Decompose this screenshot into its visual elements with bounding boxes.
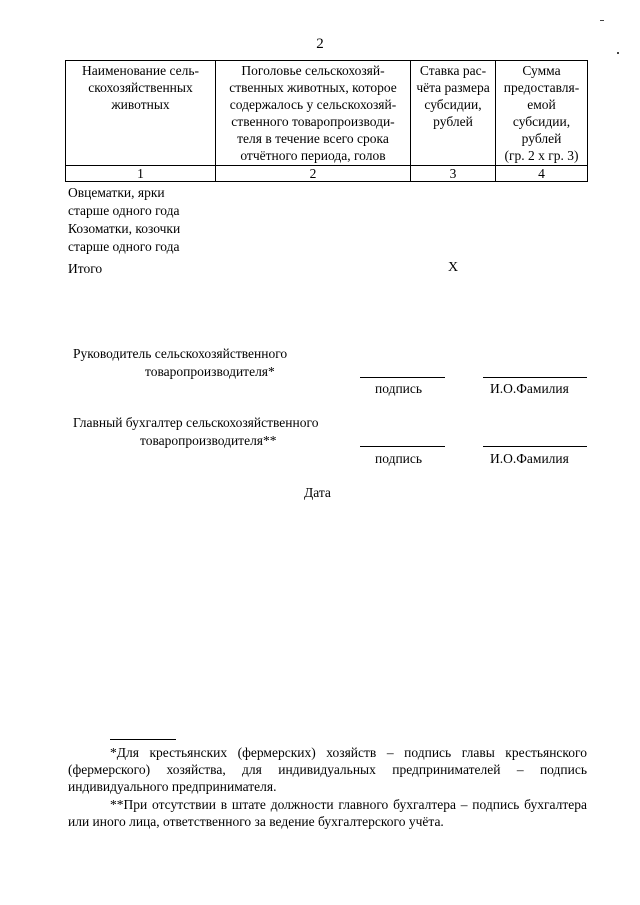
subsidy-table [65, 60, 588, 182]
accountant-title-line1: Главный бухгалтер сельскохозяйственного [73, 415, 319, 430]
table-column-numbers-row [66, 166, 588, 182]
header-subsidy-amount: Сумма предоставля- емой субсидии, рублей (гр. 2 х гр. 3) [496, 61, 588, 166]
animal-rows [68, 184, 180, 256]
page-number: 2 [316, 36, 324, 52]
row-label: старше одного года [68, 203, 180, 218]
footnote-separator [110, 739, 176, 740]
row-label: Овцематки, ярки [68, 185, 165, 200]
accountant-signature-line [360, 446, 445, 447]
header-animal-name: Наименование сель- скохозяйственных животных [66, 61, 216, 166]
accountant-name-caption: И.О.Фамилия [490, 451, 569, 466]
head-title-line1: Руководитель сельскохозяйственного [73, 346, 288, 361]
row-label: старше одного года [68, 239, 180, 254]
accountant-signature-caption: подпись [375, 451, 423, 466]
head-signature-line [360, 377, 445, 378]
date-label: Дата [304, 485, 331, 500]
total-label: Итого [68, 261, 103, 276]
total-mark: Х [448, 260, 459, 275]
head-title-line2: товаропроизводителя* [145, 364, 275, 379]
column-number: 3 [411, 166, 496, 182]
head-name-line [483, 377, 587, 378]
row-label: Козоматки, козочки [68, 221, 181, 236]
head-name-caption: И.О.Фамилия [490, 381, 569, 396]
head-signature-caption: подпись [375, 381, 423, 396]
footnote-2: **При отсутствии в штате должности главного бухгалтера – подпись бухгалтера или иного лица, ответственного за ведение бухгалтерского учёта. [68, 797, 587, 829]
header-subsidy-rate: Ставка рас- чёта размера субсидии, рублей [411, 61, 496, 166]
column-number: 2 [216, 166, 411, 182]
scan-mark [600, 20, 604, 21]
column-number: 4 [496, 166, 588, 182]
column-number: 1 [66, 166, 216, 182]
header-livestock-count: Поголовье сельскохозяй- ственных животных, которое содержалось у сельскохозяй- ственного товаропроизводи- теля в течение всего срока отчётного периода, голов [216, 61, 411, 166]
accountant-title-line2: товаропроизводителя** [140, 433, 277, 448]
footnote-1: *Для крестьянских (фермерских) хозяйств – подпись главы крестьянского (фермерского) хозяйства, для индивидуальных предпринимателей – подпись индивидуального предпринимателя. [68, 745, 587, 794]
accountant-name-line [483, 446, 587, 447]
table-header-row [66, 61, 588, 166]
